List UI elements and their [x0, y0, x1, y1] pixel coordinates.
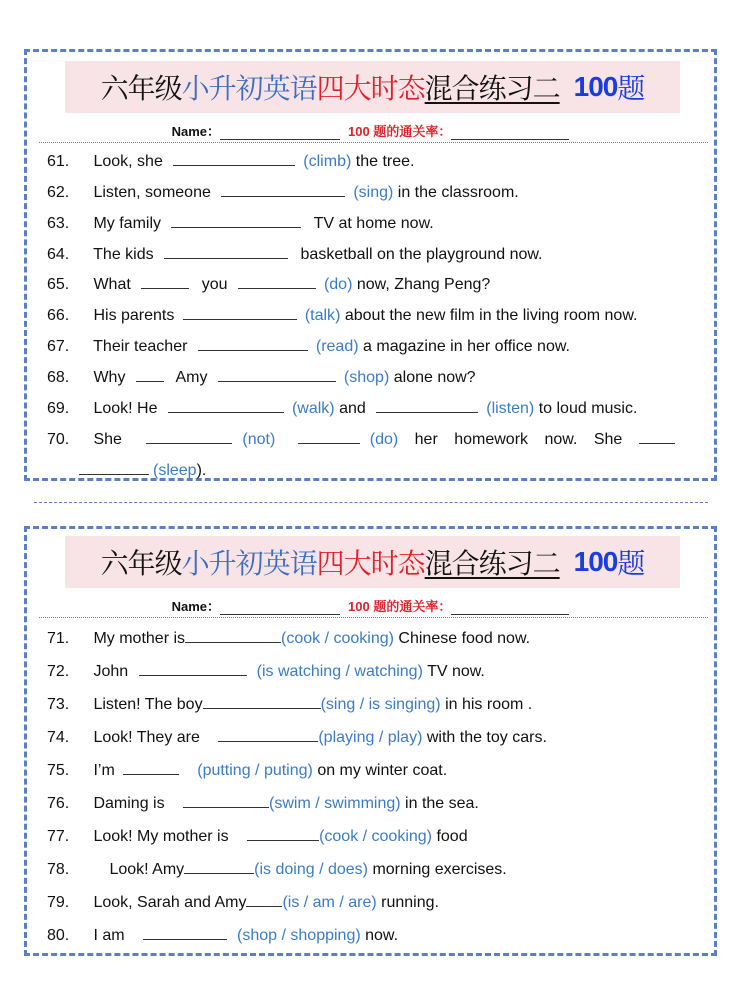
question-80: 80. I am (shop / shopping) now.: [47, 927, 399, 944]
question-text: TV at home now.: [313, 215, 434, 232]
question-text: Look, Sarah and Amy: [93, 894, 247, 911]
question-text: TV now.: [427, 663, 485, 680]
verb-hint: cook / cooking: [324, 828, 427, 845]
pass-rate-blank[interactable]: [451, 600, 569, 615]
question-number: 75.: [47, 762, 70, 779]
section-divider: [34, 502, 708, 503]
question-63: [47, 213, 702, 234]
name-label: Name：: [171, 599, 221, 614]
question-number: 66.: [47, 307, 70, 324]
title-practice: 混合练习二: [424, 72, 560, 105]
answer-blank[interactable]: [123, 760, 179, 775]
question-text: Amy: [175, 369, 208, 386]
answer-blank[interactable]: [185, 628, 281, 643]
title-tenses: 四大时态: [316, 72, 425, 105]
answer-blank[interactable]: [238, 274, 316, 289]
question-text: John: [93, 663, 129, 680]
question-number: 79.: [47, 894, 70, 911]
question-text: Look! They are: [93, 729, 200, 746]
verb-hint: putting / puting: [202, 762, 308, 779]
question-text: about the new film in the living room now.: [344, 307, 638, 324]
title-topic: 小升初英语: [181, 72, 317, 105]
question-70: 70. She (not) (do) her homework now. She: [47, 429, 702, 450]
divider: [39, 617, 708, 618]
question-number: 73.: [47, 696, 70, 713]
verb-hint: do: [329, 276, 348, 293]
title-count-unit: 题: [617, 547, 645, 580]
question-text: and: [339, 400, 366, 417]
question-text: My family: [93, 215, 162, 232]
pass-rate-label: 100 题的通关率：: [348, 599, 452, 614]
verb-hint: listen: [491, 400, 529, 417]
question-number: 78.: [47, 861, 70, 878]
verb-hint: is doing / does: [259, 861, 363, 878]
question-number: 76.: [47, 795, 70, 812]
question-number: 71.: [47, 630, 70, 647]
answer-blank[interactable]: [173, 151, 295, 166]
answer-blank[interactable]: [218, 367, 336, 382]
question-text: Daming is: [93, 795, 165, 812]
verb-hint: walk: [297, 400, 330, 417]
answer-blank[interactable]: [246, 892, 282, 907]
question-number: 77.: [47, 828, 70, 845]
answer-blank[interactable]: [168, 398, 284, 413]
question-text: running.: [381, 894, 439, 911]
question-number: 74.: [47, 729, 70, 746]
question-75: 75. I’m (putting / puting) on my winter coat.: [47, 762, 448, 779]
answer-blank[interactable]: [136, 367, 164, 382]
pass-rate-label: 100 题的通关率：: [348, 124, 452, 139]
question-text: I’m: [93, 762, 115, 779]
question-text: Look, she: [93, 153, 163, 170]
verb-hint: climb: [308, 153, 346, 170]
question-text: the tree.: [355, 153, 415, 170]
verb-hint: cook / cooking: [286, 630, 389, 647]
verb-hint: swim / swimming: [274, 795, 396, 812]
verb-hint: talk: [310, 307, 336, 324]
title-count: 100: [573, 546, 618, 577]
question-number: 63.: [47, 215, 70, 232]
question-number: 62.: [47, 184, 70, 201]
answer-blank[interactable]: [376, 398, 478, 413]
question-68: 68. Why Amy (shop) alone now?: [47, 369, 476, 386]
name-blank[interactable]: [220, 125, 340, 140]
question-text: Look! He: [93, 400, 158, 417]
question-text: food: [436, 828, 468, 845]
answer-blank[interactable]: [79, 460, 149, 475]
title-topic: 小升初英语: [181, 547, 317, 580]
question-67: 67. Their teacher (read) a magazine in her office now.: [47, 338, 570, 355]
verb-hint: sleep: [158, 462, 197, 479]
question-number: 65.: [47, 276, 70, 293]
title-tenses: 四大时态: [316, 547, 425, 580]
verb-hint: read: [321, 338, 354, 355]
question-73: 73. Listen! The boy (sing / is singing) in his room .: [47, 696, 533, 713]
question-71: 71. My mother is (cook / cooking) Chinese food now.: [47, 630, 531, 647]
question-text: basketball on the playground now.: [300, 246, 543, 263]
verb-hint: do: [375, 431, 393, 448]
answer-blank[interactable]: [198, 336, 308, 351]
question-text: Why: [93, 369, 126, 386]
question-number: 80.: [47, 927, 70, 944]
question-text: homework: [454, 431, 529, 448]
question-text: in the sea.: [405, 795, 479, 812]
verb-hint: is / am / are: [287, 894, 372, 911]
divider: [39, 142, 708, 143]
name-row: [27, 595, 714, 615]
question-text: on my winter coat.: [317, 762, 448, 779]
question-74: 74. Look! They are (playing / play) with the toy cars.: [47, 729, 547, 746]
question-70-continued: (sleep).: [79, 460, 702, 481]
question-text: morning exercises.: [372, 861, 507, 878]
answer-blank[interactable]: [143, 925, 227, 940]
answer-blank[interactable]: [183, 305, 297, 320]
question-text: now.: [365, 927, 399, 944]
title-count: 100: [573, 71, 618, 102]
worksheet-title: [65, 61, 680, 113]
question-text: Chinese food now.: [398, 630, 531, 647]
question-text: Look! Amy: [109, 861, 185, 878]
verb-hint: shop: [349, 369, 384, 386]
question-number: 69.: [47, 400, 70, 417]
answer-blank[interactable]: [639, 429, 675, 444]
verb-hint: sing / is singing): [325, 696, 441, 713]
question-61: 61. Look, she (climb) the tree.: [47, 153, 415, 170]
question-text: her: [414, 431, 438, 448]
question-number: 67.: [47, 338, 70, 355]
question-78: 78. Look! Amy (is doing / does) morning exercises.: [47, 861, 507, 878]
question-text: a magazine in her office now.: [363, 338, 570, 355]
name-label: Name：: [171, 124, 221, 139]
question-text: now.: [544, 431, 578, 448]
answer-blank[interactable]: [139, 661, 247, 676]
question-text: now, Zhang Peng?: [356, 276, 491, 293]
question-65: 65. What you (do) now, Zhang Peng?: [47, 276, 491, 293]
name-blank[interactable]: [220, 600, 340, 615]
answer-blank[interactable]: [298, 429, 360, 444]
title-practice: 混合练习二: [424, 547, 560, 580]
question-text: Look! My mother is: [93, 828, 229, 845]
question-text: She: [93, 431, 122, 448]
answer-blank[interactable]: [183, 793, 269, 808]
question-text: you: [201, 276, 228, 293]
verb-hint: shop / shopping: [242, 927, 356, 944]
question-number: 70.: [47, 431, 70, 448]
question-text: Listen! The boy: [93, 696, 203, 713]
question-text: What: [93, 276, 131, 293]
question-text: The kids: [93, 246, 154, 263]
question-number: 68.: [47, 369, 70, 386]
question-text: Their teacher: [93, 338, 188, 355]
question-text: Listen, someone: [93, 184, 211, 201]
question-text: to loud music.: [538, 400, 638, 417]
verb-hint: is watching / watching: [261, 663, 418, 680]
worksheet-card-2: [24, 526, 717, 956]
worksheet-card-1: [24, 49, 717, 481]
question-text: My mother is: [93, 630, 186, 647]
answer-blank[interactable]: [203, 694, 321, 709]
question-text: alone now?: [393, 369, 476, 386]
title-grade: 六年级: [100, 72, 182, 105]
answer-blank[interactable]: [171, 213, 301, 228]
question-79: 79. Look, Sarah and Amy (is / am / are) running.: [47, 894, 439, 911]
question-64: [47, 244, 702, 265]
question-62: 62. Listen, someone (sing) in the classroom.: [47, 184, 519, 201]
answer-blank[interactable]: [218, 727, 318, 742]
title-grade: 六年级: [100, 547, 182, 580]
question-69: 69. Look! He (walk) and (listen) to loud music.: [47, 400, 638, 417]
question-66: 66. His parents (talk) about the new film in the living room now.: [47, 307, 638, 324]
name-row: [27, 120, 714, 140]
question-text: I am: [93, 927, 125, 944]
question-text: with the toy cars.: [426, 729, 547, 746]
verb-hint: playing / play: [323, 729, 418, 746]
worksheet-title: [65, 536, 680, 588]
question-76: 76. Daming is (swim / swimming) in the sea.: [47, 795, 479, 812]
question-number: 72.: [47, 663, 70, 680]
question-number: 61.: [47, 153, 70, 170]
question-77: 77. Look! My mother is (cook / cooking) food: [47, 828, 468, 845]
verb-hint: not: [247, 431, 270, 448]
question-text: in his room .: [445, 696, 533, 713]
question-text: ).: [196, 462, 207, 479]
pass-rate-blank[interactable]: [451, 125, 569, 140]
answer-blank[interactable]: [247, 826, 319, 841]
verb-hint: sing: [358, 184, 388, 201]
answer-blank[interactable]: [164, 244, 288, 259]
question-72: 72. John (is watching / watching) TV now.: [47, 663, 485, 680]
question-text: She: [593, 431, 623, 448]
title-count-unit: 题: [617, 72, 645, 105]
question-text: His parents: [93, 307, 175, 324]
question-text: in the classroom.: [397, 184, 519, 201]
answer-blank[interactable]: [184, 859, 254, 874]
answer-blank[interactable]: [221, 182, 345, 197]
answer-blank[interactable]: [141, 274, 189, 289]
answer-blank[interactable]: [146, 429, 232, 444]
question-number: 64.: [47, 246, 70, 263]
